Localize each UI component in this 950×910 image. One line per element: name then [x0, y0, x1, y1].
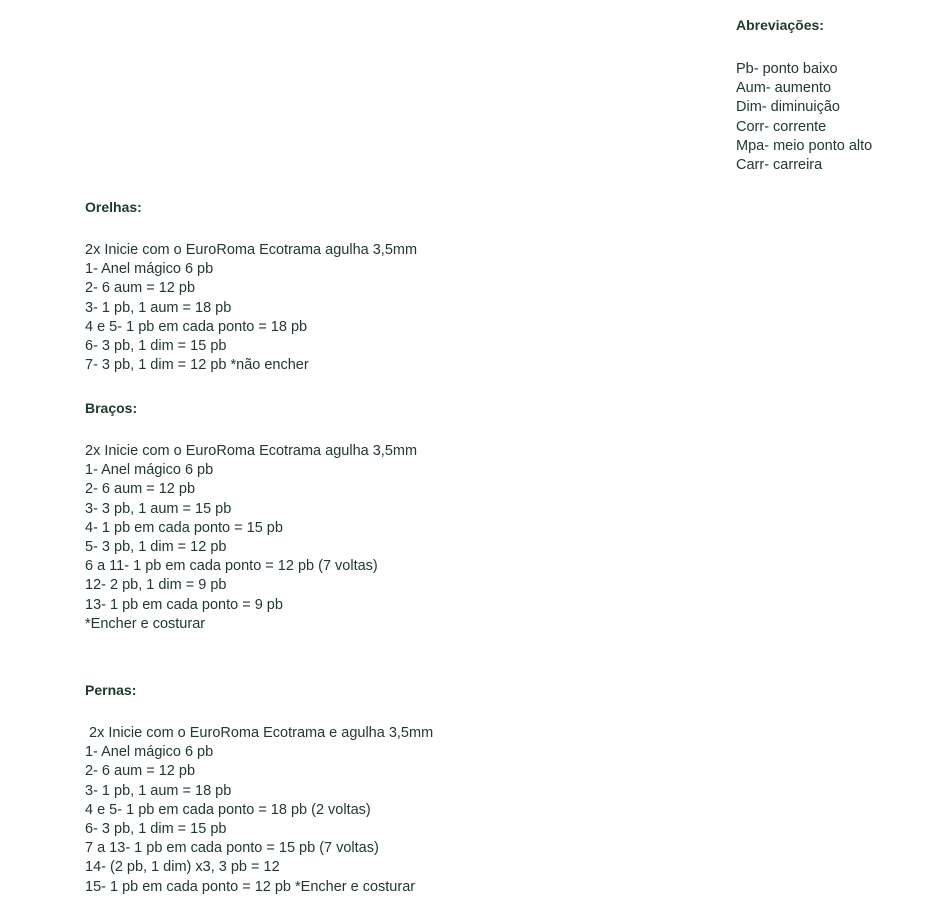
abbreviation-item: Mpa- meio ponto alto	[736, 137, 873, 154]
instruction-line: 13- 1 pb em cada ponto = 9 pb	[85, 596, 283, 613]
instruction-line: 4 e 5- 1 pb em cada ponto = 18 pb (2 voltas)	[85, 801, 371, 818]
section-title: Orelhas:	[85, 199, 142, 215]
instruction-line: 2- 6 aum = 12 pb	[85, 481, 196, 498]
abbreviation-item: Corr- corrente	[736, 118, 827, 135]
instruction-list	[85, 241, 417, 375]
instruction-line: 12- 2 pb, 1 dim = 9 pb	[85, 577, 227, 594]
instruction-list	[85, 442, 417, 634]
abbreviation-item: Carr- carreira	[736, 157, 823, 174]
instruction-line: *Encher e costurar	[85, 615, 206, 632]
instruction-line: 14- (2 pb, 1 dim) x3, 3 pb = 12	[85, 859, 280, 876]
abbreviation-item: Aum- aumento	[736, 80, 832, 97]
section-orelhas	[85, 198, 417, 375]
instruction-line: 2x Inicie com o EuroRoma Ecotrama e agulha 3,5mm	[85, 725, 434, 741]
section-bracos	[85, 399, 417, 634]
instruction-line: 15- 1 pb em cada ponto = 12 pb *Encher e costurar	[85, 878, 416, 895]
instruction-line: 5- 3 pb, 1 dim = 12 pb	[85, 539, 227, 556]
instruction-list	[85, 724, 433, 897]
section-title: Braços:	[85, 400, 138, 416]
section-pernas	[85, 681, 433, 897]
instruction-line: 2x Inicie com o EuroRoma Ecotrama agulha 3,5mm	[85, 443, 418, 459]
instruction-line: 1- Anel mágico 6 pb	[85, 744, 214, 761]
instruction-line: 1- Anel mágico 6 pb	[85, 462, 214, 479]
abbreviations-block	[736, 16, 872, 175]
instruction-line: 6- 3 pb, 1 dim = 15 pb	[85, 821, 227, 838]
instruction-line: 2- 6 aum = 12 pb	[85, 763, 196, 780]
instruction-line: 2x Inicie com o EuroRoma Ecotrama agulha 3,5mm	[85, 242, 418, 258]
instruction-line: 7- 3 pb, 1 dim = 12 pb *não encher	[85, 357, 309, 374]
instruction-line: 4- 1 pb em cada ponto = 15 pb	[85, 519, 283, 536]
instruction-line: 7 a 13- 1 pb em cada ponto = 15 pb (7 voltas)	[85, 840, 379, 857]
instruction-line: 4 e 5- 1 pb em cada ponto = 18 pb	[85, 318, 308, 335]
section-title: Pernas:	[85, 682, 137, 698]
instruction-line: 3- 1 pb, 1 aum = 18 pb	[85, 782, 232, 799]
abbreviation-item: Pb- ponto baixo	[736, 61, 838, 77]
instruction-line: 3- 1 pb, 1 aum = 18 pb	[85, 299, 232, 316]
abbreviation-item: Dim- diminuição	[736, 99, 840, 116]
instruction-line: 1- Anel mágico 6 pb	[85, 261, 214, 278]
abbreviations-title: Abreviações:	[736, 17, 824, 33]
abbreviations-list	[736, 60, 872, 175]
instruction-line: 6 a 11- 1 pb em cada ponto = 12 pb (7 voltas)	[85, 558, 378, 575]
instruction-line: 6- 3 pb, 1 dim = 15 pb	[85, 338, 227, 355]
instruction-line: 2- 6 aum = 12 pb	[85, 280, 196, 297]
instruction-line: 3- 3 pb, 1 aum = 15 pb	[85, 500, 232, 517]
